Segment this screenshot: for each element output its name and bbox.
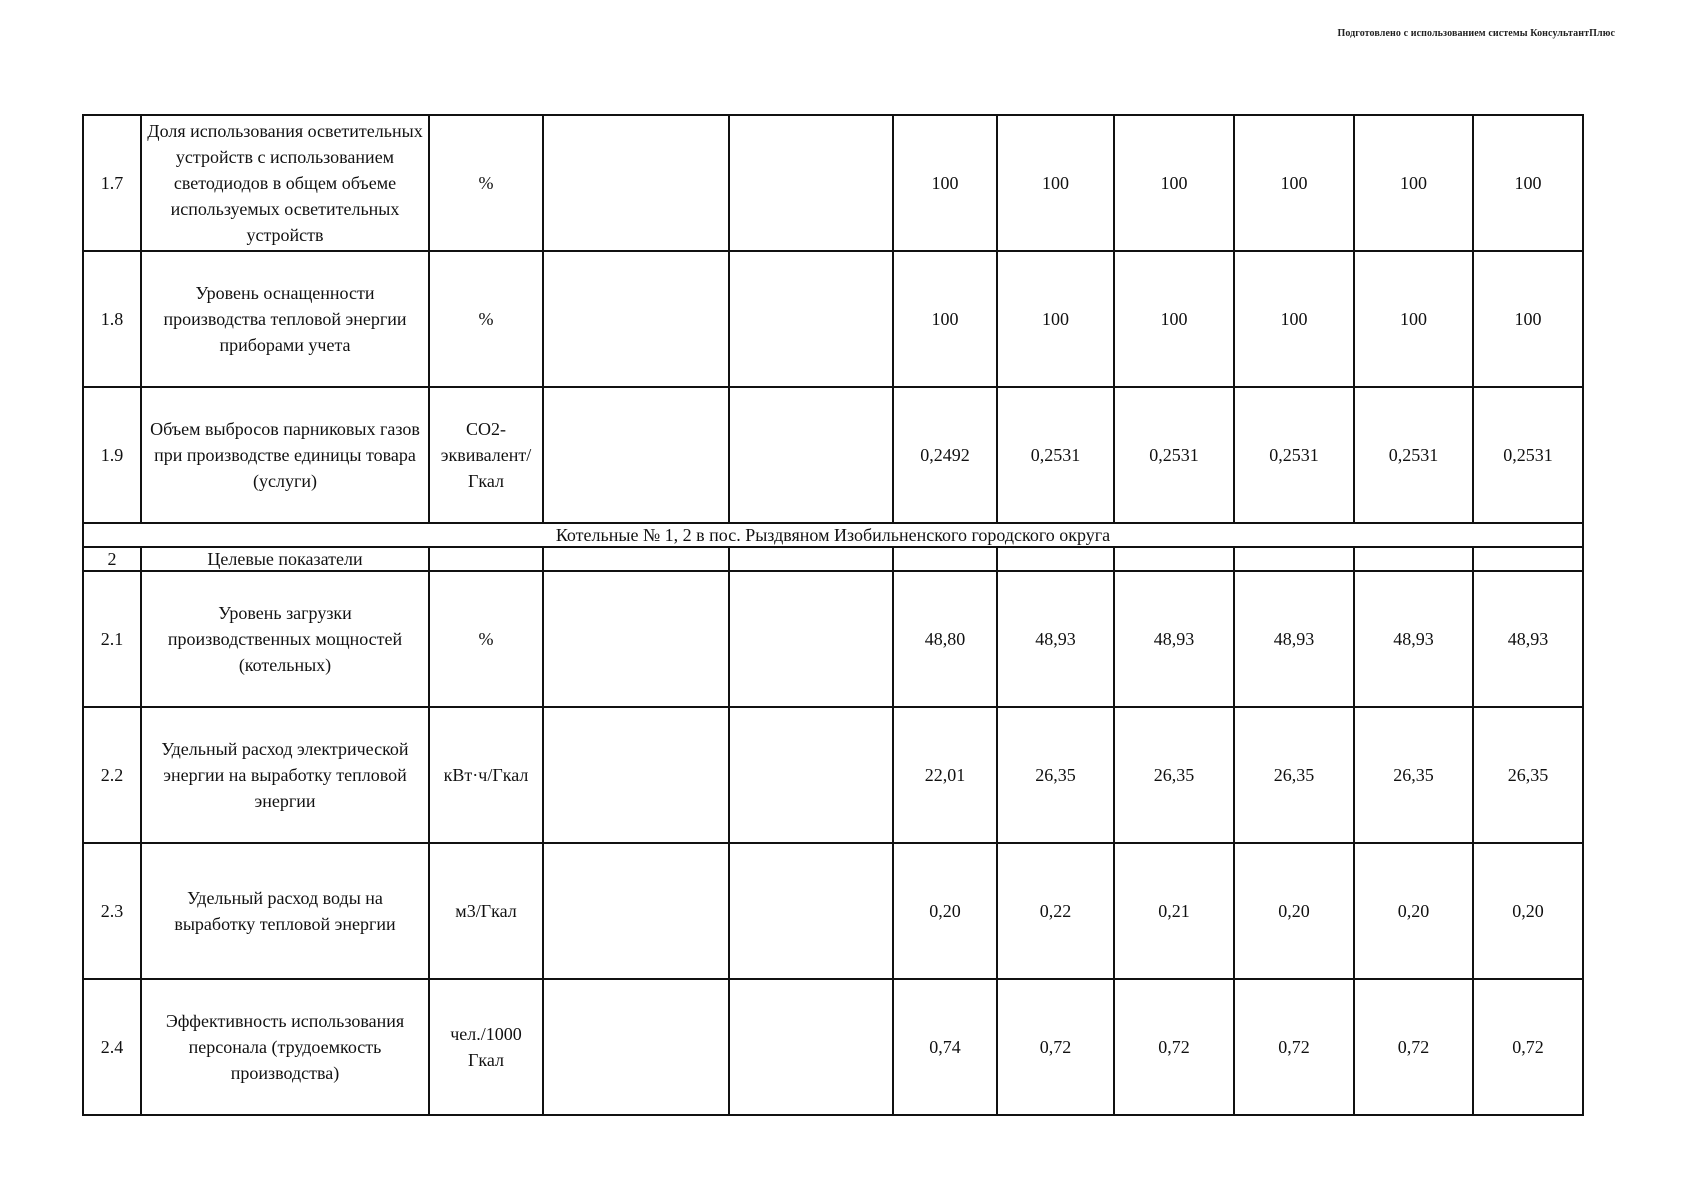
value-cell: 48,93 <box>1234 571 1354 707</box>
empty-cell <box>729 843 893 979</box>
unit-cell: % <box>429 115 543 251</box>
row-number: 2.4 <box>83 979 141 1115</box>
table-row <box>83 843 1583 979</box>
empty-cell <box>729 387 893 523</box>
value-cell: 22,01 <box>893 707 997 843</box>
value-cell: 48,93 <box>1114 571 1234 707</box>
table-row <box>83 979 1583 1115</box>
value-cell: 100 <box>893 251 997 387</box>
empty-cell <box>1354 547 1473 571</box>
table-row <box>83 707 1583 843</box>
value-cell: 0,21 <box>1114 843 1234 979</box>
value-cell: 0,20 <box>893 843 997 979</box>
value-cell: 0,72 <box>1473 979 1583 1115</box>
empty-cell <box>729 115 893 251</box>
table-row <box>83 387 1583 523</box>
value-cell: 0,20 <box>1473 843 1583 979</box>
row-number: 2.1 <box>83 571 141 707</box>
empty-cell <box>729 707 893 843</box>
value-cell: 26,35 <box>1114 707 1234 843</box>
empty-cell <box>997 547 1114 571</box>
table-row <box>83 251 1583 387</box>
value-cell: 100 <box>893 115 997 251</box>
empty-cell <box>543 115 729 251</box>
row-number: 2.2 <box>83 707 141 843</box>
empty-cell <box>543 707 729 843</box>
value-cell: 100 <box>1473 115 1583 251</box>
empty-cell <box>1114 547 1234 571</box>
value-cell: 100 <box>997 251 1114 387</box>
row-number: 1.9 <box>83 387 141 523</box>
value-cell: 26,35 <box>1354 707 1473 843</box>
group-number: 2 <box>83 547 141 571</box>
value-cell: 26,35 <box>1473 707 1583 843</box>
value-cell: 0,2531 <box>1473 387 1583 523</box>
unit-cell: % <box>429 571 543 707</box>
value-cell: 100 <box>1473 251 1583 387</box>
indicator-name: Объем выбросов парниковых газов при производстве единицы товара (услуги) <box>141 387 429 523</box>
value-cell: 0,72 <box>1114 979 1234 1115</box>
indicators-table <box>82 114 1584 1116</box>
empty-cell <box>543 547 729 571</box>
empty-cell <box>893 547 997 571</box>
empty-cell <box>429 547 543 571</box>
value-cell: 100 <box>1114 115 1234 251</box>
value-cell: 0,2531 <box>1354 387 1473 523</box>
value-cell: 100 <box>1354 115 1473 251</box>
empty-cell <box>1234 547 1354 571</box>
value-cell: 48,93 <box>997 571 1114 707</box>
indicator-name: Уровень загрузки производственных мощностей (котельных) <box>141 571 429 707</box>
value-cell: 0,72 <box>1234 979 1354 1115</box>
empty-cell <box>1473 547 1583 571</box>
row-number: 2.3 <box>83 843 141 979</box>
empty-cell <box>729 547 893 571</box>
value-cell: 0,2492 <box>893 387 997 523</box>
unit-cell: кВт·ч/Гкал <box>429 707 543 843</box>
value-cell: 0,72 <box>1354 979 1473 1115</box>
value-cell: 26,35 <box>1234 707 1354 843</box>
empty-cell <box>543 251 729 387</box>
indicator-name: Уровень оснащенности производства тепловой энергии приборами учета <box>141 251 429 387</box>
value-cell: 0,2531 <box>1114 387 1234 523</box>
indicator-name: Удельный расход электрической энергии на выработку тепловой энергии <box>141 707 429 843</box>
value-cell: 100 <box>997 115 1114 251</box>
unit-cell: чел./1000 Гкал <box>429 979 543 1115</box>
empty-cell <box>729 979 893 1115</box>
value-cell: 26,35 <box>997 707 1114 843</box>
value-cell: 0,2531 <box>997 387 1114 523</box>
consultant-plus-note: Подготовлено с использованием системы КонсультантПлюс <box>1337 28 1615 39</box>
value-cell: 0,74 <box>893 979 997 1115</box>
empty-cell <box>729 251 893 387</box>
unit-cell: CO2-эквивалент/Гкал <box>429 387 543 523</box>
value-cell: 0,72 <box>997 979 1114 1115</box>
indicator-name: Эффективность использования персонала (трудоемкость производства) <box>141 979 429 1115</box>
value-cell: 0,20 <box>1234 843 1354 979</box>
value-cell: 100 <box>1354 251 1473 387</box>
group-name: Целевые показатели <box>141 547 429 571</box>
empty-cell <box>543 979 729 1115</box>
value-cell: 100 <box>1234 115 1354 251</box>
row-number: 1.7 <box>83 115 141 251</box>
section-title: Котельные № 1, 2 в пос. Рыздвяном Изобильненского городского округа <box>83 523 1583 547</box>
value-cell: 48,80 <box>893 571 997 707</box>
value-cell: 100 <box>1114 251 1234 387</box>
unit-cell: % <box>429 251 543 387</box>
value-cell: 0,20 <box>1354 843 1473 979</box>
empty-cell <box>543 387 729 523</box>
indicator-name: Удельный расход воды на выработку тепловой энергии <box>141 843 429 979</box>
value-cell: 48,93 <box>1473 571 1583 707</box>
empty-cell <box>543 571 729 707</box>
section-header-row <box>83 523 1583 547</box>
table-row <box>83 115 1583 251</box>
table-row <box>83 571 1583 707</box>
unit-cell: м3/Гкал <box>429 843 543 979</box>
value-cell: 0,2531 <box>1234 387 1354 523</box>
row-number: 1.8 <box>83 251 141 387</box>
empty-cell <box>543 843 729 979</box>
value-cell: 48,93 <box>1354 571 1473 707</box>
indicator-name: Доля использования осветительных устройств с использованием светодиодов в общем объеме используемых осветительных устройств <box>141 115 429 251</box>
empty-cell <box>729 571 893 707</box>
value-cell: 0,22 <box>997 843 1114 979</box>
group-header-row <box>83 547 1583 571</box>
value-cell: 100 <box>1234 251 1354 387</box>
